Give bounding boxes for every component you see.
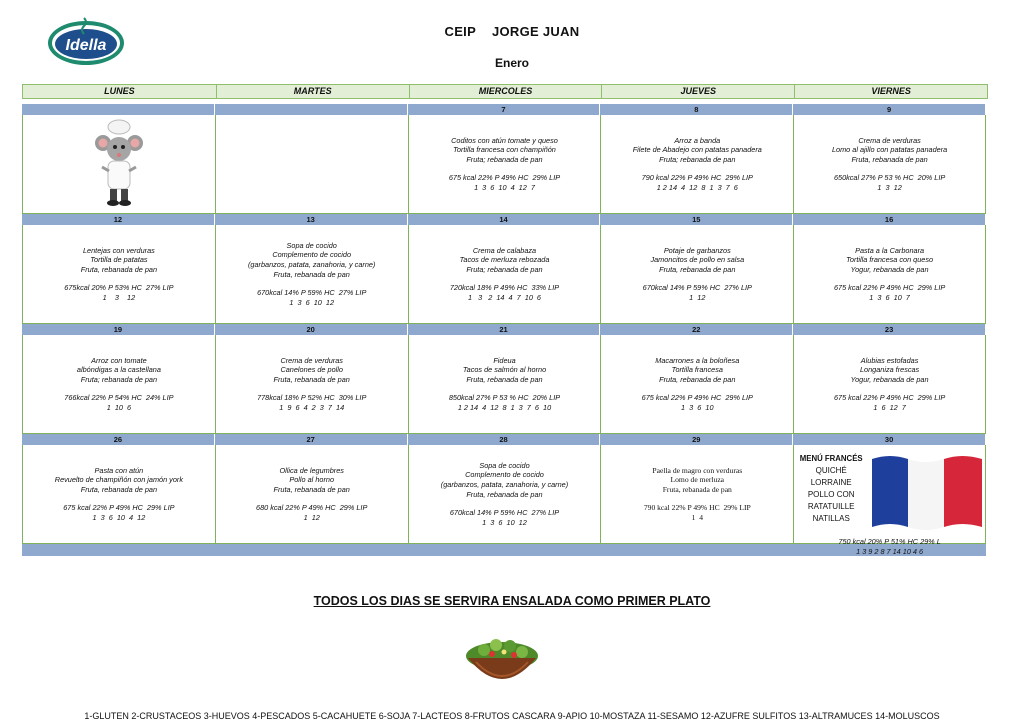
allergen-codes: 1 12 [689, 292, 706, 302]
nutrition-info: 766kcal 22% P 54% HC 24% LIP [64, 393, 174, 403]
allergen-codes: 1 3 6 10 4 12 [92, 512, 146, 522]
dish-line: Lentejas con verduras [83, 245, 155, 255]
month-title: Enero [494, 56, 529, 70]
day-number: 30 [793, 434, 986, 445]
dish-line: Fruta; rebanada de pan [466, 154, 543, 164]
dish-line: Fruta, rebanada de pan [273, 374, 350, 384]
menu-cell [408, 335, 601, 434]
dish-line: Fruta; rebanada de pan [466, 264, 543, 274]
menu-cell [793, 115, 986, 214]
menu-cell [215, 445, 408, 544]
nutrition-info: 790 kcal 22% P 49% HC 29% LIP [643, 503, 751, 513]
dish-line: Pasta con atún [94, 465, 144, 475]
salad-bowl-image [462, 628, 542, 698]
allergen-codes: 1 6 12 7 [873, 402, 906, 412]
french-menu-line: POLLO CON [807, 490, 855, 499]
menu-cell [408, 115, 601, 214]
dish-line: Pasta a la Carbonara [855, 245, 925, 255]
allergen-codes: 1 12 [303, 512, 320, 522]
week-menus [22, 225, 986, 324]
allergen-codes: 1 4 [691, 512, 703, 522]
day-number: 15 [600, 214, 793, 225]
nutrition-info: 778kcal 18% P 52% HC 30% LIP [257, 393, 367, 403]
french-menu-line: NATILLAS [812, 514, 850, 523]
dish-line: Coditos con atún tomate y queso [451, 135, 558, 145]
day-number: 16 [793, 214, 986, 225]
day-number: 27 [215, 434, 408, 445]
dish-line: albóndigas a la castellana [76, 365, 161, 375]
menu-cell [22, 115, 215, 214]
day-number: 12 [22, 214, 215, 225]
day-number [215, 104, 408, 115]
menu-cell [600, 445, 793, 544]
nutrition-info: 650kcal 27% P 53 % HC 20% LIP [833, 173, 946, 183]
allergen-codes: 1 2 14 4 12 8 1 3 7 6 10 [457, 402, 552, 412]
dish-line: Fruta, rebanada de pan [851, 154, 928, 164]
nutrition-info: 720kcal 18% P 49% HC 33% LIP [449, 283, 560, 293]
day-number: 21 [408, 324, 601, 335]
dish-line: Tortilla de patatas [90, 255, 148, 265]
dish-line: Jamoncitos de pollo en salsa [650, 255, 745, 265]
france-flag-image [872, 453, 982, 531]
menu-cell [408, 225, 601, 324]
allergen-codes: 1 3 6 10 12 [289, 297, 335, 307]
menu-cell [215, 225, 408, 324]
dish-line: Fruta, rebanada de pan [659, 264, 736, 274]
dish-line: Tortilla francesa con queso [846, 255, 934, 265]
dish-line: Sopa de cocido [286, 240, 337, 250]
dish-line: Complemento de cocido [272, 250, 352, 260]
week-day-numbers [22, 214, 986, 225]
nutrition-info: 675 kcal 22% P 49% HC 29% LIP [448, 173, 561, 183]
dish-line: Revuelto de champiñón con jamón york [54, 475, 183, 485]
nutrition-info: 670kcal 14% P 59% HC 27% LIP [257, 288, 367, 298]
weekday-header [22, 84, 988, 99]
allergen-codes: 1 3 12 [102, 292, 136, 302]
day-number: 22 [600, 324, 793, 335]
dish-line: Crema de verduras [858, 135, 921, 145]
french-menu-line: RATATUILLE [807, 502, 855, 511]
dish-line: Fruta, rebanada de pan [466, 489, 543, 499]
nutrition-info: 675 kcal 22% P 49% HC 29% LIP [63, 503, 175, 513]
dish-line: Crema de calabaza [472, 245, 537, 255]
menu-calendar [22, 104, 986, 556]
dish-line: Fruta, rebanada de pan [659, 374, 736, 384]
dish-line: Fruta; rebanada de pan [80, 374, 158, 384]
dish-line: Ollica de legumbres [279, 465, 344, 475]
menu-cell [600, 115, 793, 214]
dish-line: Tortilla francesa con champiñón [453, 145, 556, 155]
menu-cell [22, 335, 215, 434]
menu-cell [215, 335, 408, 434]
nutrition-info: 675kcal 20% P 53% HC 27% LIP [64, 283, 174, 293]
dish-line: Fruta, rebanada de pan [80, 264, 158, 274]
nutrition-info: 675 kcal 22% P 49% HC 29% LIP [641, 393, 753, 403]
dish-line: Filete de Abadejo con patatas panadera [632, 145, 762, 155]
chef-mouse-image [89, 119, 149, 209]
nutrition-info: 790 kcal 22% P 49% HC 29% LIP [641, 173, 753, 183]
allergen-codes: 1 3 6 10 [681, 402, 714, 412]
allergen-codes: 1 3 12 [877, 182, 902, 192]
dish-line: Paella de magro con verduras [652, 465, 743, 475]
day-number: 19 [22, 324, 215, 335]
menu-cell [600, 335, 793, 434]
day-number: 26 [22, 434, 215, 445]
weekday-friday: VIERNES [794, 85, 987, 98]
menu-cell [793, 225, 986, 324]
day-number: 14 [408, 214, 601, 225]
french-menu-kcal: 750 kcal 20% P 51% HC 29% L [838, 537, 941, 546]
school-title [0, 24, 1024, 39]
weekday-monday: LUNES [104, 86, 135, 96]
nutrition-info: 670kcal 14% P 59% HC 27% LIP [449, 508, 560, 518]
day-number: 7 [408, 104, 601, 115]
nutrition-info: 680 kcal 22% P 49% HC 29% LIP [256, 503, 368, 513]
week-menus [22, 445, 986, 556]
nutrition-info: 670kcal 14% P 59% HC 27% LIP [642, 283, 752, 293]
dish-line: Lomo de merluza [670, 475, 725, 485]
week-day-numbers [22, 324, 986, 335]
dish-line: Lomo al ajillo con patatas panadera [831, 145, 948, 155]
dish-line: Fruta, rebanada de pan [662, 484, 732, 494]
day-number: 13 [215, 214, 408, 225]
menu-cell [600, 225, 793, 324]
school-name: JORGE JUAN [491, 24, 580, 39]
week-menus [22, 335, 986, 434]
allergen-codes: 1 3 6 10 7 [869, 292, 910, 302]
dish-line: (garbanzos, patata, zanahoria, y carne) [440, 479, 569, 489]
dish-line: Macarrones a la boloñesa [655, 355, 740, 365]
menu-cell [22, 225, 215, 324]
day-number: 9 [793, 104, 986, 115]
nutrition-info: 675 kcal 22% P 49% HC 29% LIP [833, 393, 946, 403]
day-number: 28 [408, 434, 601, 445]
allergen-legend: 1-GLUTEN 2-CRUSTACEOS 3-HUEVOS 4-PESCADOS 5-CACAHUETE 6-SOJA 7-LACTEOS 8-FRUTOS CASCARA 9-APIO 10-MOSTAZA 11-SESAMO 12-AZUFRE SULFITOS 13-ALTRAMUCES 14-MOLUSCOS [84, 711, 940, 721]
dish-line: Fruta, rebanada de pan [273, 269, 350, 279]
menu-cell [215, 115, 408, 214]
french-menu-line: LORRAINE [810, 478, 852, 487]
french-menu-cell [793, 445, 986, 556]
logo-text: Idella [65, 37, 107, 54]
dish-line: Canelones de pollo [280, 365, 343, 375]
salad-note: TODOS LOS DIAS SE SERVIRA ENSALADA COMO PRIMER PLATO [313, 594, 711, 608]
menu-cell [22, 445, 215, 544]
day-number: 23 [793, 324, 986, 335]
french-menu-text [794, 453, 868, 525]
menu-cell [793, 335, 986, 434]
day-number: 29 [600, 434, 793, 445]
dish-line: Yogur, rebanada de pan [850, 264, 929, 274]
weekday-tuesday: MARTES [216, 85, 409, 98]
allergen-codes: 1 3 6 10 12 [482, 517, 527, 527]
allergen-codes: 1 10 6 [106, 402, 132, 412]
allergen-codes: 1 3 2 14 4 7 10 6 [467, 292, 541, 302]
dish-line: Fruta, rebanada de pan [273, 484, 350, 494]
french-menu-allergens: 1 3 9 2 8 7 14 10 4 6 [856, 546, 924, 556]
day-number: 20 [215, 324, 408, 335]
dish-line: Sopa de cocido [479, 460, 530, 470]
week-day-numbers [22, 434, 986, 445]
week-menus [22, 115, 986, 214]
dish-line: Fideua [493, 355, 516, 365]
dish-line: Arroz con tomate [91, 355, 147, 365]
dish-line: Fruta; rebanada de pan [659, 154, 736, 164]
dish-line: Alubias estofadas [860, 355, 919, 365]
day-number: 8 [600, 104, 793, 115]
dish-line: Pollo al horno [289, 475, 334, 485]
dish-line: Fruta, rebanada de pan [466, 374, 543, 384]
day-number [22, 104, 215, 115]
dish-line: Arroz a banda [674, 135, 721, 145]
dish-line: Fruta, rebanada de pan [80, 484, 158, 494]
week-day-numbers [22, 104, 986, 115]
dish-line: Tacos de salmón al horno [462, 365, 547, 375]
allergen-codes: 1 9 6 4 2 3 7 14 [279, 402, 345, 412]
dish-line: (garbanzos, patata, zanahoria, y carne) [248, 259, 376, 269]
dish-line: Crema de verduras [280, 355, 343, 365]
dish-line: Longaniza frescas [859, 365, 920, 375]
weekday-thursday: JUEVES [601, 85, 794, 98]
dish-line: Tacos de merluza rebozada [459, 255, 550, 265]
allergen-codes: 1 2 14 4 12 8 1 3 7 6 [656, 182, 738, 192]
dish-line: Complemento de cocido [465, 470, 544, 480]
school-prefix: CEIP [444, 24, 477, 39]
weekday-wednesday: MIERCOLES [409, 85, 602, 98]
allergen-codes: 1 3 6 10 4 12 7 [474, 182, 535, 192]
nutrition-info: 675 kcal 22% P 49% HC 29% LIP [833, 283, 946, 293]
dish-line: Yogur, rebanada de pan [850, 374, 929, 384]
dish-line: Potaje de garbanzos [663, 245, 731, 255]
dish-line: Tortilla francesa [671, 365, 723, 375]
french-menu-title: MENÚ FRANCÉS [799, 454, 863, 463]
french-menu-line: QUICHÉ [815, 466, 847, 475]
menu-cell [408, 445, 601, 544]
nutrition-info: 850kcal 27% P 53 % HC 20% LIP [448, 393, 561, 403]
